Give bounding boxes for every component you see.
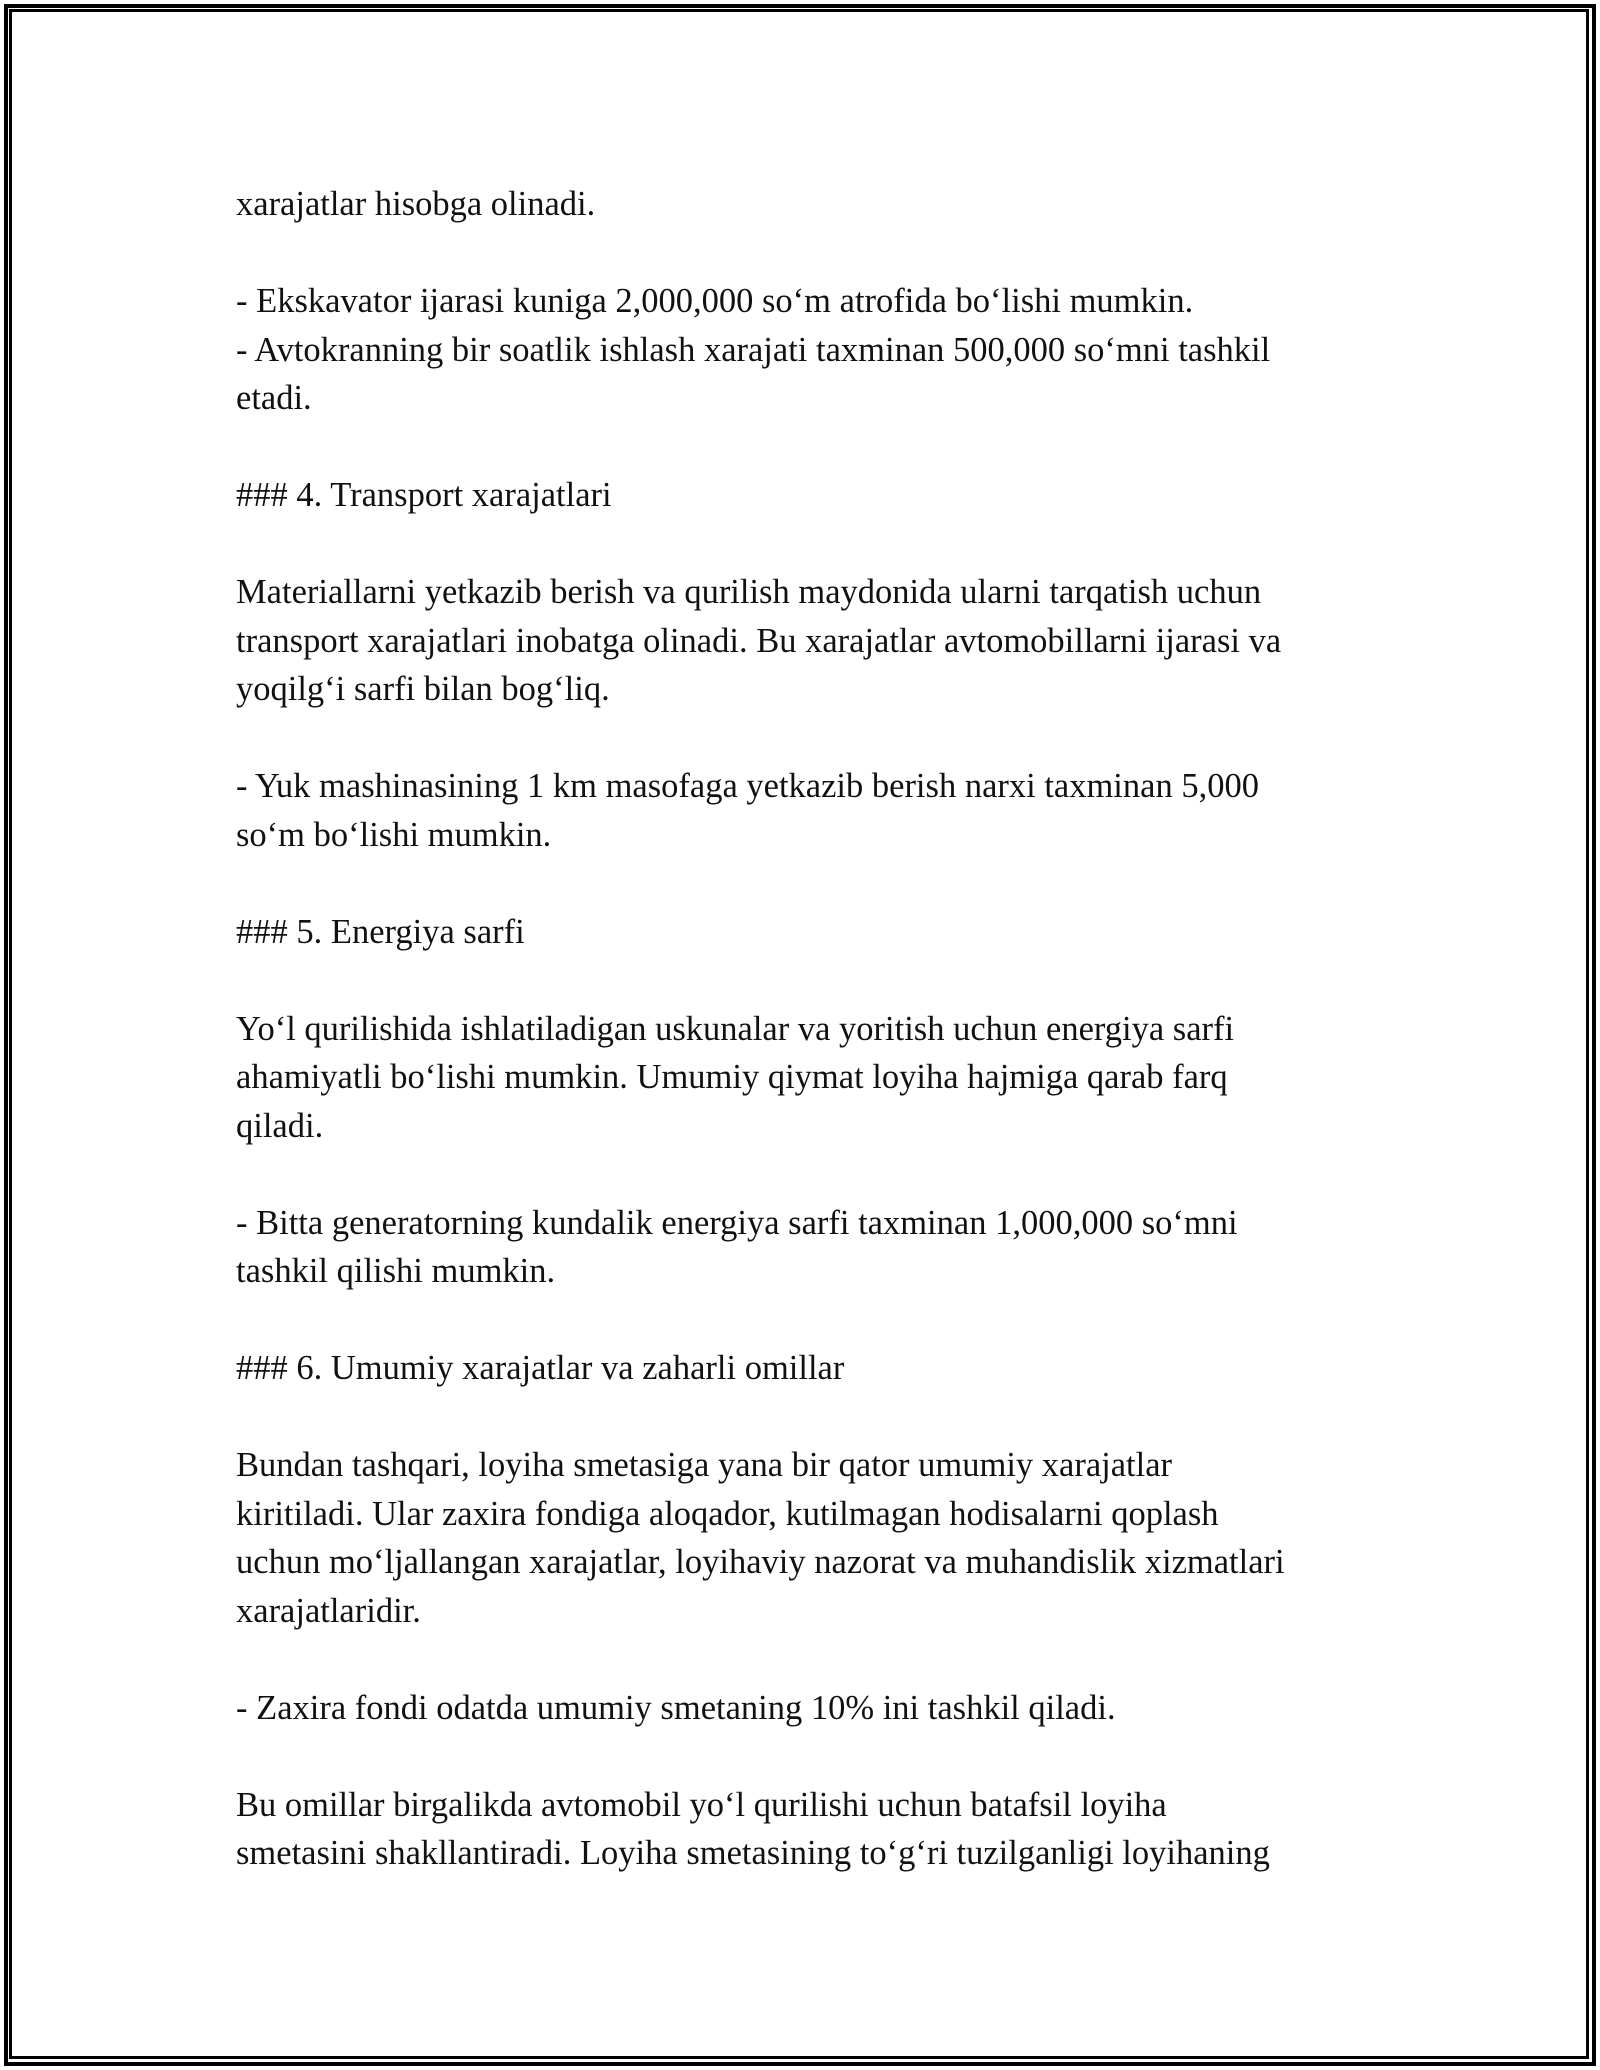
text-line: uchun mo‘ljallangan xarajatlar, loyihaviy nazorat va muhandislik xizmatlari	[236, 1543, 1285, 1581]
heading-line: ### 4. Transport xarajatlari	[236, 476, 612, 514]
text-line: kiritiladi. Ular zaxira fondiga aloqador, kutilmagan hodisalarni qoplash	[236, 1494, 1219, 1533]
text-line: Yo‘l qurilishida ishlatiladigan uskunalar va yoritish uchun energiya sarfi	[236, 1009, 1235, 1048]
text-line: transport xarajatlari inobatga olinadi. Bu xarajatlar avtomobillarni ijarasi va	[236, 621, 1282, 660]
text-line: yoqilg‘i sarfi bilan bog‘liq.	[236, 670, 610, 708]
list-item-line: tashkil qilishi mumkin.	[236, 1252, 556, 1290]
list-item-line: - Zaxira fondi odatda umumiy smetaning 10% ini tashkil qiladi.	[236, 1688, 1116, 1727]
text-line: smetasini shakllantiradi. Loyiha smetasining to‘g‘ri tuzilganligi loyihaning	[236, 1834, 1270, 1872]
text-line: qiladi.	[236, 1106, 324, 1145]
bullet-list	[236, 1199, 1366, 1296]
document-body	[236, 180, 1366, 1878]
paragraph	[236, 568, 1366, 714]
heading-line: ### 6. Umumiy xarajatlar va zaharli omillar	[236, 1349, 845, 1387]
list-item-line: - Bitta generatorning kundalik energiya sarfi taxminan 1,000,000 so‘mni	[236, 1203, 1238, 1242]
paragraph	[236, 1441, 1366, 1635]
text-line: xarajatlaridir.	[236, 1591, 421, 1630]
text-line: xarajatlar hisobga olinadi.	[236, 185, 596, 223]
section-heading	[236, 908, 1366, 957]
list-item-line: etadi.	[236, 379, 312, 417]
list-item-line: - Yuk mashinasining 1 km masofaga yetkazib berish narxi taxminan 5,000	[236, 767, 1259, 805]
section-heading	[236, 471, 1366, 520]
bullet-list	[236, 1684, 1366, 1733]
heading-line: ### 5. Energiya sarfi	[236, 912, 525, 951]
bullet-list	[236, 277, 1366, 423]
paragraph	[236, 1781, 1366, 1878]
paragraph	[236, 1005, 1366, 1151]
list-item-line: - Avtokranning bir soatlik ishlash xarajati taxminan 500,000 so‘mni tashkil	[236, 330, 1271, 369]
text-line: Materiallarni yetkazib berish va qurilish maydonida ularni tarqatish uchun	[236, 573, 1262, 611]
list-item-line: so‘m bo‘lishi mumkin.	[236, 815, 552, 854]
text-line: Bundan tashqari, loyiha smetasiga yana bir qator umumiy xarajatlar	[236, 1446, 1173, 1484]
paragraph	[236, 180, 1366, 229]
text-line: Bu omillar birgalikda avtomobil yo‘l qurilishi uchun batafsil loyiha	[236, 1785, 1167, 1824]
list-item-line: - Ekskavator ijarasi kuniga 2,000,000 so‘m atrofida bo‘lishi mumkin.	[236, 282, 1194, 320]
section-heading	[236, 1344, 1366, 1393]
bullet-list	[236, 762, 1366, 859]
text-line: ahamiyatli bo‘lishi mumkin. Umumiy qiymat loyiha hajmiga qarab farq	[236, 1058, 1228, 1096]
